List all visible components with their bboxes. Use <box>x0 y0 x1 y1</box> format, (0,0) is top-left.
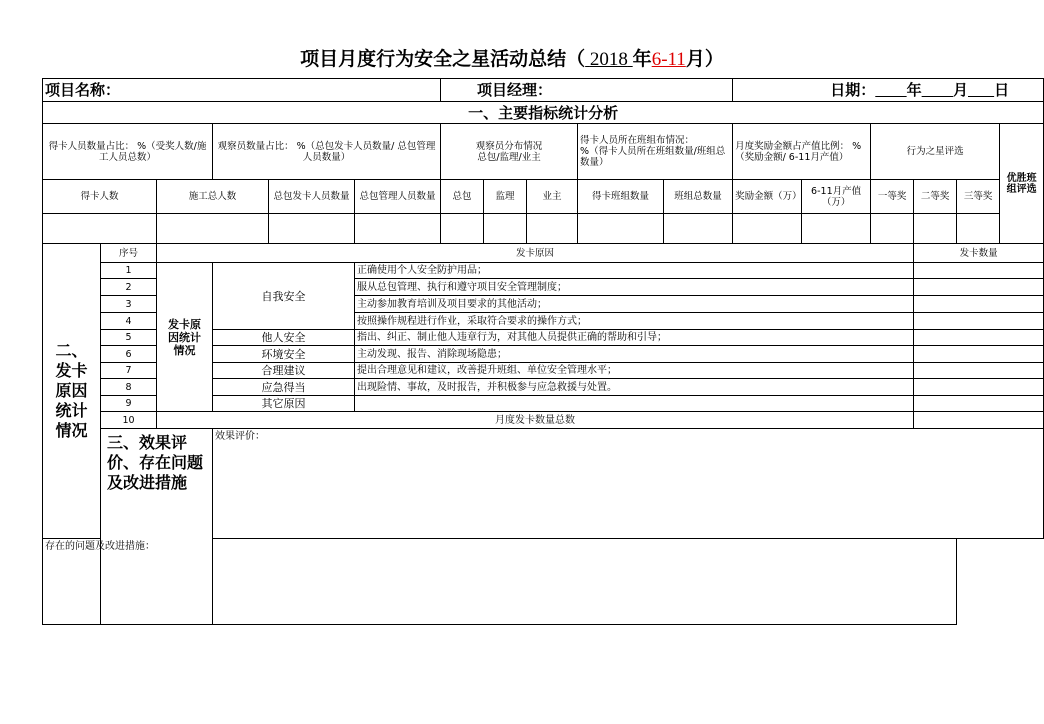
category-suggestion: 合理建议 <box>213 363 355 379</box>
indicator-observer-ratio: 观察员数量占比： %（总包发卡人员数量/ 总包管理人员数量） <box>213 124 441 180</box>
row-index: 6 <box>101 346 157 363</box>
project-name-label: 项目名称： <box>43 79 441 102</box>
row-index: 1 <box>101 263 157 279</box>
col-index-label: 序号 <box>101 244 157 263</box>
reason-text: 提出合理意见和建议，改善提升班组、单位安全管理水平； <box>355 363 914 379</box>
reason-count-cell[interactable] <box>914 396 1044 412</box>
category-other: 其它原因 <box>213 396 355 412</box>
indicator-value-row <box>43 214 1044 244</box>
sub-label-contractor: 总包 <box>441 180 484 214</box>
category-environment-safety: 环境安全 <box>213 346 355 363</box>
col-count-label: 发卡数量 <box>914 244 1044 263</box>
problem-measures-field[interactable]: 存在的问题及改进措施： <box>43 539 957 625</box>
indicator-group-row <box>43 124 1044 180</box>
reason-count-cell[interactable] <box>914 346 1044 363</box>
page-title: 项目月度行为安全之星活动总结（ 2018 年6-11月） <box>300 48 724 70</box>
sub-label-second-prize: 二等奖 <box>914 180 957 214</box>
sub-label-reward-amount: 奖励金额（万） <box>733 180 802 214</box>
reason-text: 指出、纠正、制止他人违章行为，对其他人员提供正确的帮助和引导； <box>355 330 914 346</box>
row-index: 2 <box>101 279 157 296</box>
total-count-cell[interactable] <box>914 412 1044 429</box>
section3-title: 三、效果评价、存在问题及改进措施 <box>101 429 213 625</box>
sub-label-manager-count: 总包管理人员数量 <box>355 180 441 214</box>
indicator-sub-row <box>43 180 1044 214</box>
date-field: 日期： 年 月 日 <box>733 79 1044 102</box>
reason-text: 出现险情、事故，及时报告，并积极参与应急救援与处置。 <box>355 379 914 396</box>
section1-title: 一、主要指标统计分析 <box>43 102 1044 124</box>
indicator-team-distribution: 得卡人员所在班组布情况： %（得卡人员所在班组数量/班组总数量） <box>578 124 733 180</box>
category-self-safety: 自我安全 <box>213 263 355 330</box>
indicator-observer-distribution: 观察员分布情况 总包/监理/业主 <box>441 124 578 180</box>
reason-group-label: 发卡原因统计情况 <box>157 263 213 412</box>
sub-label-issuer-count: 总包发卡人员数量 <box>269 180 355 214</box>
row-index: 3 <box>101 296 157 313</box>
reason-total-row <box>43 412 1044 429</box>
reason-count-cell[interactable] <box>914 363 1044 379</box>
sub-label-team-total: 班组总数量 <box>664 180 733 214</box>
problem-row <box>43 539 1044 625</box>
category-others-safety: 他人安全 <box>213 330 355 346</box>
indicator-star-selection: 行为之星评选 <box>871 124 1000 180</box>
sub-label-output-value: 6-11月产值（万） <box>802 180 871 214</box>
project-manager-label: 项目经理： <box>441 79 733 102</box>
reason-header-row <box>43 244 1044 263</box>
indicator-reward-ratio: 月度奖励金额占产值比例： % （奖励金额/ 6-11月产值） <box>733 124 871 180</box>
reason-count-cell[interactable] <box>914 313 1044 330</box>
reason-text: 服从总包管理、执行和遵守项目安全管理制度； <box>355 279 914 296</box>
col-reason-label: 发卡原因 <box>157 244 914 263</box>
sub-label-third-prize: 三等奖 <box>957 180 1000 214</box>
row-index: 4 <box>101 313 157 330</box>
reason-text: 正确使用个人安全防护用品； <box>355 263 914 279</box>
sub-label-owner: 业主 <box>527 180 578 214</box>
reason-row <box>43 263 1044 279</box>
row-index: 10 <box>101 412 157 429</box>
sub-label-card-teams: 得卡班组数量 <box>578 180 664 214</box>
effect-row <box>43 429 1044 539</box>
reason-text: 主动参加教育培训及项目要求的其他活动； <box>355 296 914 313</box>
reason-count-cell[interactable] <box>914 296 1044 313</box>
header-row <box>43 79 1044 102</box>
reason-count-cell[interactable] <box>914 279 1044 296</box>
indicator-card-ratio: 得卡人员数量占比： %（受奖人数/施工人员总数） <box>43 124 213 180</box>
reason-text: 主动发现、报告、消除现场隐患； <box>355 346 914 363</box>
reason-count-cell[interactable] <box>914 379 1044 396</box>
summary-table <box>42 78 1044 625</box>
effect-evaluation-field[interactable]: 效果评价： <box>213 429 1044 539</box>
indicator-best-team: 优胜班组评选 <box>1000 124 1044 244</box>
sub-label-card-count: 得卡人数 <box>43 180 157 214</box>
category-emergency: 应急得当 <box>213 379 355 396</box>
section2-title: 二、发卡原因统计情况 <box>43 244 101 539</box>
reason-count-cell[interactable] <box>914 263 1044 279</box>
row-index: 9 <box>101 396 157 412</box>
sub-label-supervisor: 监理 <box>484 180 527 214</box>
reason-text <box>355 396 914 412</box>
row-index: 5 <box>101 330 157 346</box>
sub-label-first-prize: 一等奖 <box>871 180 914 214</box>
row-index: 8 <box>101 379 157 396</box>
total-label: 月度发卡数量总数 <box>157 412 914 429</box>
reason-count-cell[interactable] <box>914 330 1044 346</box>
sub-label-worker-total: 施工总人数 <box>157 180 269 214</box>
row-index: 7 <box>101 363 157 379</box>
reason-text: 按照操作规程进行作业，采取符合要求的操作方式； <box>355 313 914 330</box>
